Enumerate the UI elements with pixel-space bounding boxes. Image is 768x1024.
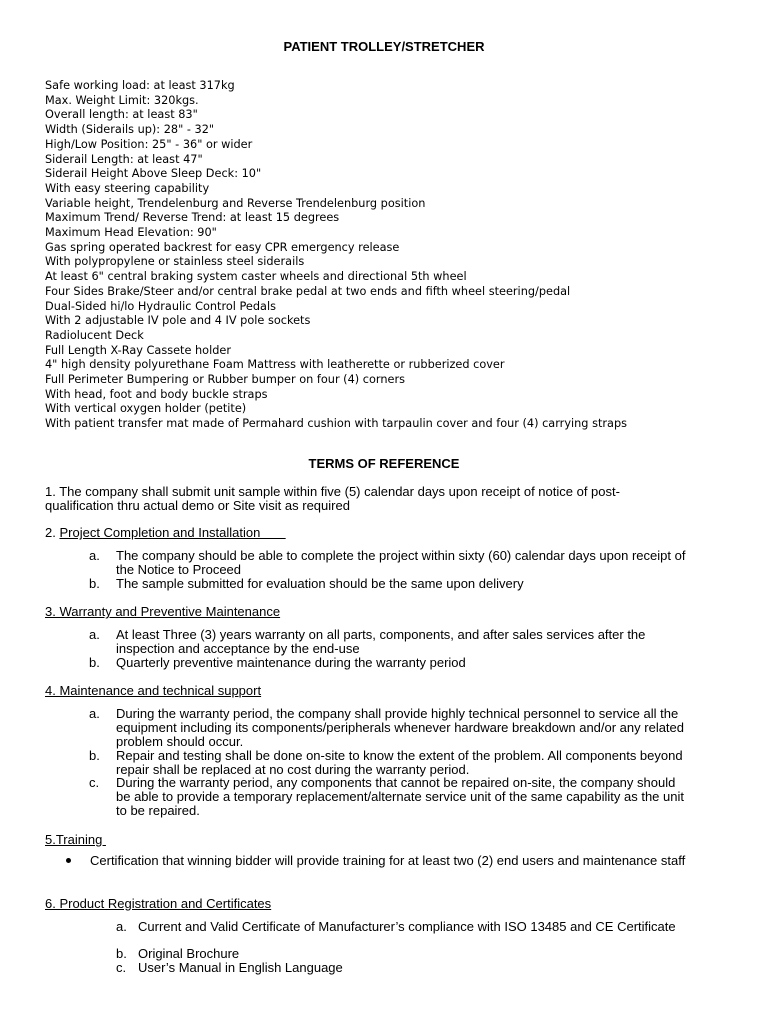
spec-line: With 2 adjustable IV pole and 4 IV pole sockets [45,314,311,328]
spec-line: At least 6" central braking system caster wheels and directional 5th wheel [45,270,467,284]
spec-line: Maximum Head Elevation: 90" [45,226,217,240]
list-item-line: equipment including its components/peripherals whenever hardware breakdown and/or any related [116,720,685,735]
list-item-line: During the warranty period, any components that cannot be repaired on-site, the company should [116,775,676,790]
spec-line: Safe working load: at least 317kg [45,79,235,92]
list-item-line: During the warranty period, the company shall provide highly technical personnel to service all the [116,706,679,721]
list-marker: a. [89,706,100,721]
list-item-line: problem should occur. [116,734,244,749]
spec-line: Variable height, Trendelenburg and Reverse Trendelenburg position [45,196,426,210]
list-item-line: The company should be able to complete the project within sixty (60) calendar days upon receipt of [116,548,686,563]
list-item-text: The sample submitted for evaluation should be the same upon delivery [116,576,524,591]
list-marker: b. [89,748,100,763]
spec-line: Full Perimeter Bumpering or Rubber bumper on four (4) corners [45,373,405,387]
spec-line: Maximum Trend/ Reverse Trend: at least 15 degrees [45,211,340,225]
spec-line: With head, foot and body buckle straps [45,387,268,401]
document-title: PATIENT TROLLEY/STRETCHER [283,39,485,54]
bullet-item-text: Certification that winning bidder will provide training for at least two (2) end users and maintenance staff [90,853,686,868]
list-item-text: User’s Manual in English Language [138,960,343,975]
spec-line: Siderail Length: at least 47" [45,152,203,166]
spec-line: With easy steering capability [45,181,210,195]
list-item-text: Quarterly preventive maintenance during the warranty period [116,655,466,670]
list-item-line: inspection and acceptance by the end-use [116,641,360,656]
list-item-text: Current and Valid Certificate of Manufacturer’s compliance with ISO 13485 and CE Certificate [138,919,676,934]
list-item-line: repair shall be replaced at no cost during the warranty period. [116,762,470,777]
spec-line: Max. Weight Limit: 320kgs. [45,93,199,107]
spec-line: Four Sides Brake/Steer and/or central brake pedal at two ends and fifth wheel steering/pedal [45,284,571,298]
list-marker: c. [89,775,100,790]
section-2-number: 2. [45,525,60,540]
list-marker: a. [116,919,127,934]
specifications-list [45,79,745,432]
section-6-heading: 6. Product Registration and Certificates [45,896,272,911]
list-marker: a. [89,548,100,563]
spec-line: Overall length: at least 83" [45,108,198,122]
section-2-title: Project Completion and Installation [59,525,286,540]
spec-line: With polypropylene or stainless steel siderails [45,255,305,269]
list-item-line: Repair and testing shall be done on-site to know the extent of the problem. All components beyond [116,748,683,763]
list-item-line: At least Three (3) years warranty on all parts, components, and after sales services after the [116,627,646,642]
spec-line: Dual-Sided hi/lo Hydraulic Control Pedals [45,299,276,313]
list-item-text [116,549,685,577]
spec-line: High/Low Position: 25" - 36" or wider [45,137,253,151]
spec-line: 4" high density polyurethane Foam Mattress with leatherette or rubberized cover [45,358,505,372]
section-1-text: 1. The company shall submit unit sample within five (5) calendar days upon receipt of notice of post-qualification thru actual demo or Site visit as required [45,484,620,513]
spec-line: With patient transfer mat made of Permahard cushion with tarpaulin cover and four (4) carrying straps [45,417,628,431]
list-item-text [116,776,684,818]
list-item-text [116,707,684,749]
list-marker: a. [89,627,100,642]
terms-heading: TERMS OF REFERENCE [308,456,460,471]
list-item-text [116,749,683,777]
section-5-heading: 5.Training [45,832,106,847]
section-4-heading: 4. Maintenance and technical support [45,683,262,698]
list-marker: c. [116,960,127,975]
spec-line: Full Length X-Ray Cassete holder [45,343,231,357]
list-item-text: Original Brochure [138,946,240,961]
list-item-line: to be repaired. [116,803,200,818]
section-2-heading [45,526,286,540]
spec-line: Width (Siderails up): 28" - 32" [45,123,215,137]
spec-line: Siderail Height Above Sleep Deck: 10" [45,167,262,181]
spec-line: With vertical oxygen holder (petite) [45,402,247,416]
bullet-icon [66,858,71,863]
spec-line: Radiolucent Deck [45,328,144,342]
list-item-line: be able to provide a temporary replacement/alternate service unit of the same capability as the unit [116,789,684,804]
list-item-line: the Notice to Proceed [116,562,242,577]
list-marker: b. [89,655,100,670]
list-marker: b. [116,946,127,961]
list-marker: b. [89,576,100,591]
spec-line: Gas spring operated backrest for easy CPR emergency release [45,240,400,254]
list-item-text [116,628,645,656]
section-3-heading: 3. Warranty and Preventive Maintenance [45,604,281,619]
